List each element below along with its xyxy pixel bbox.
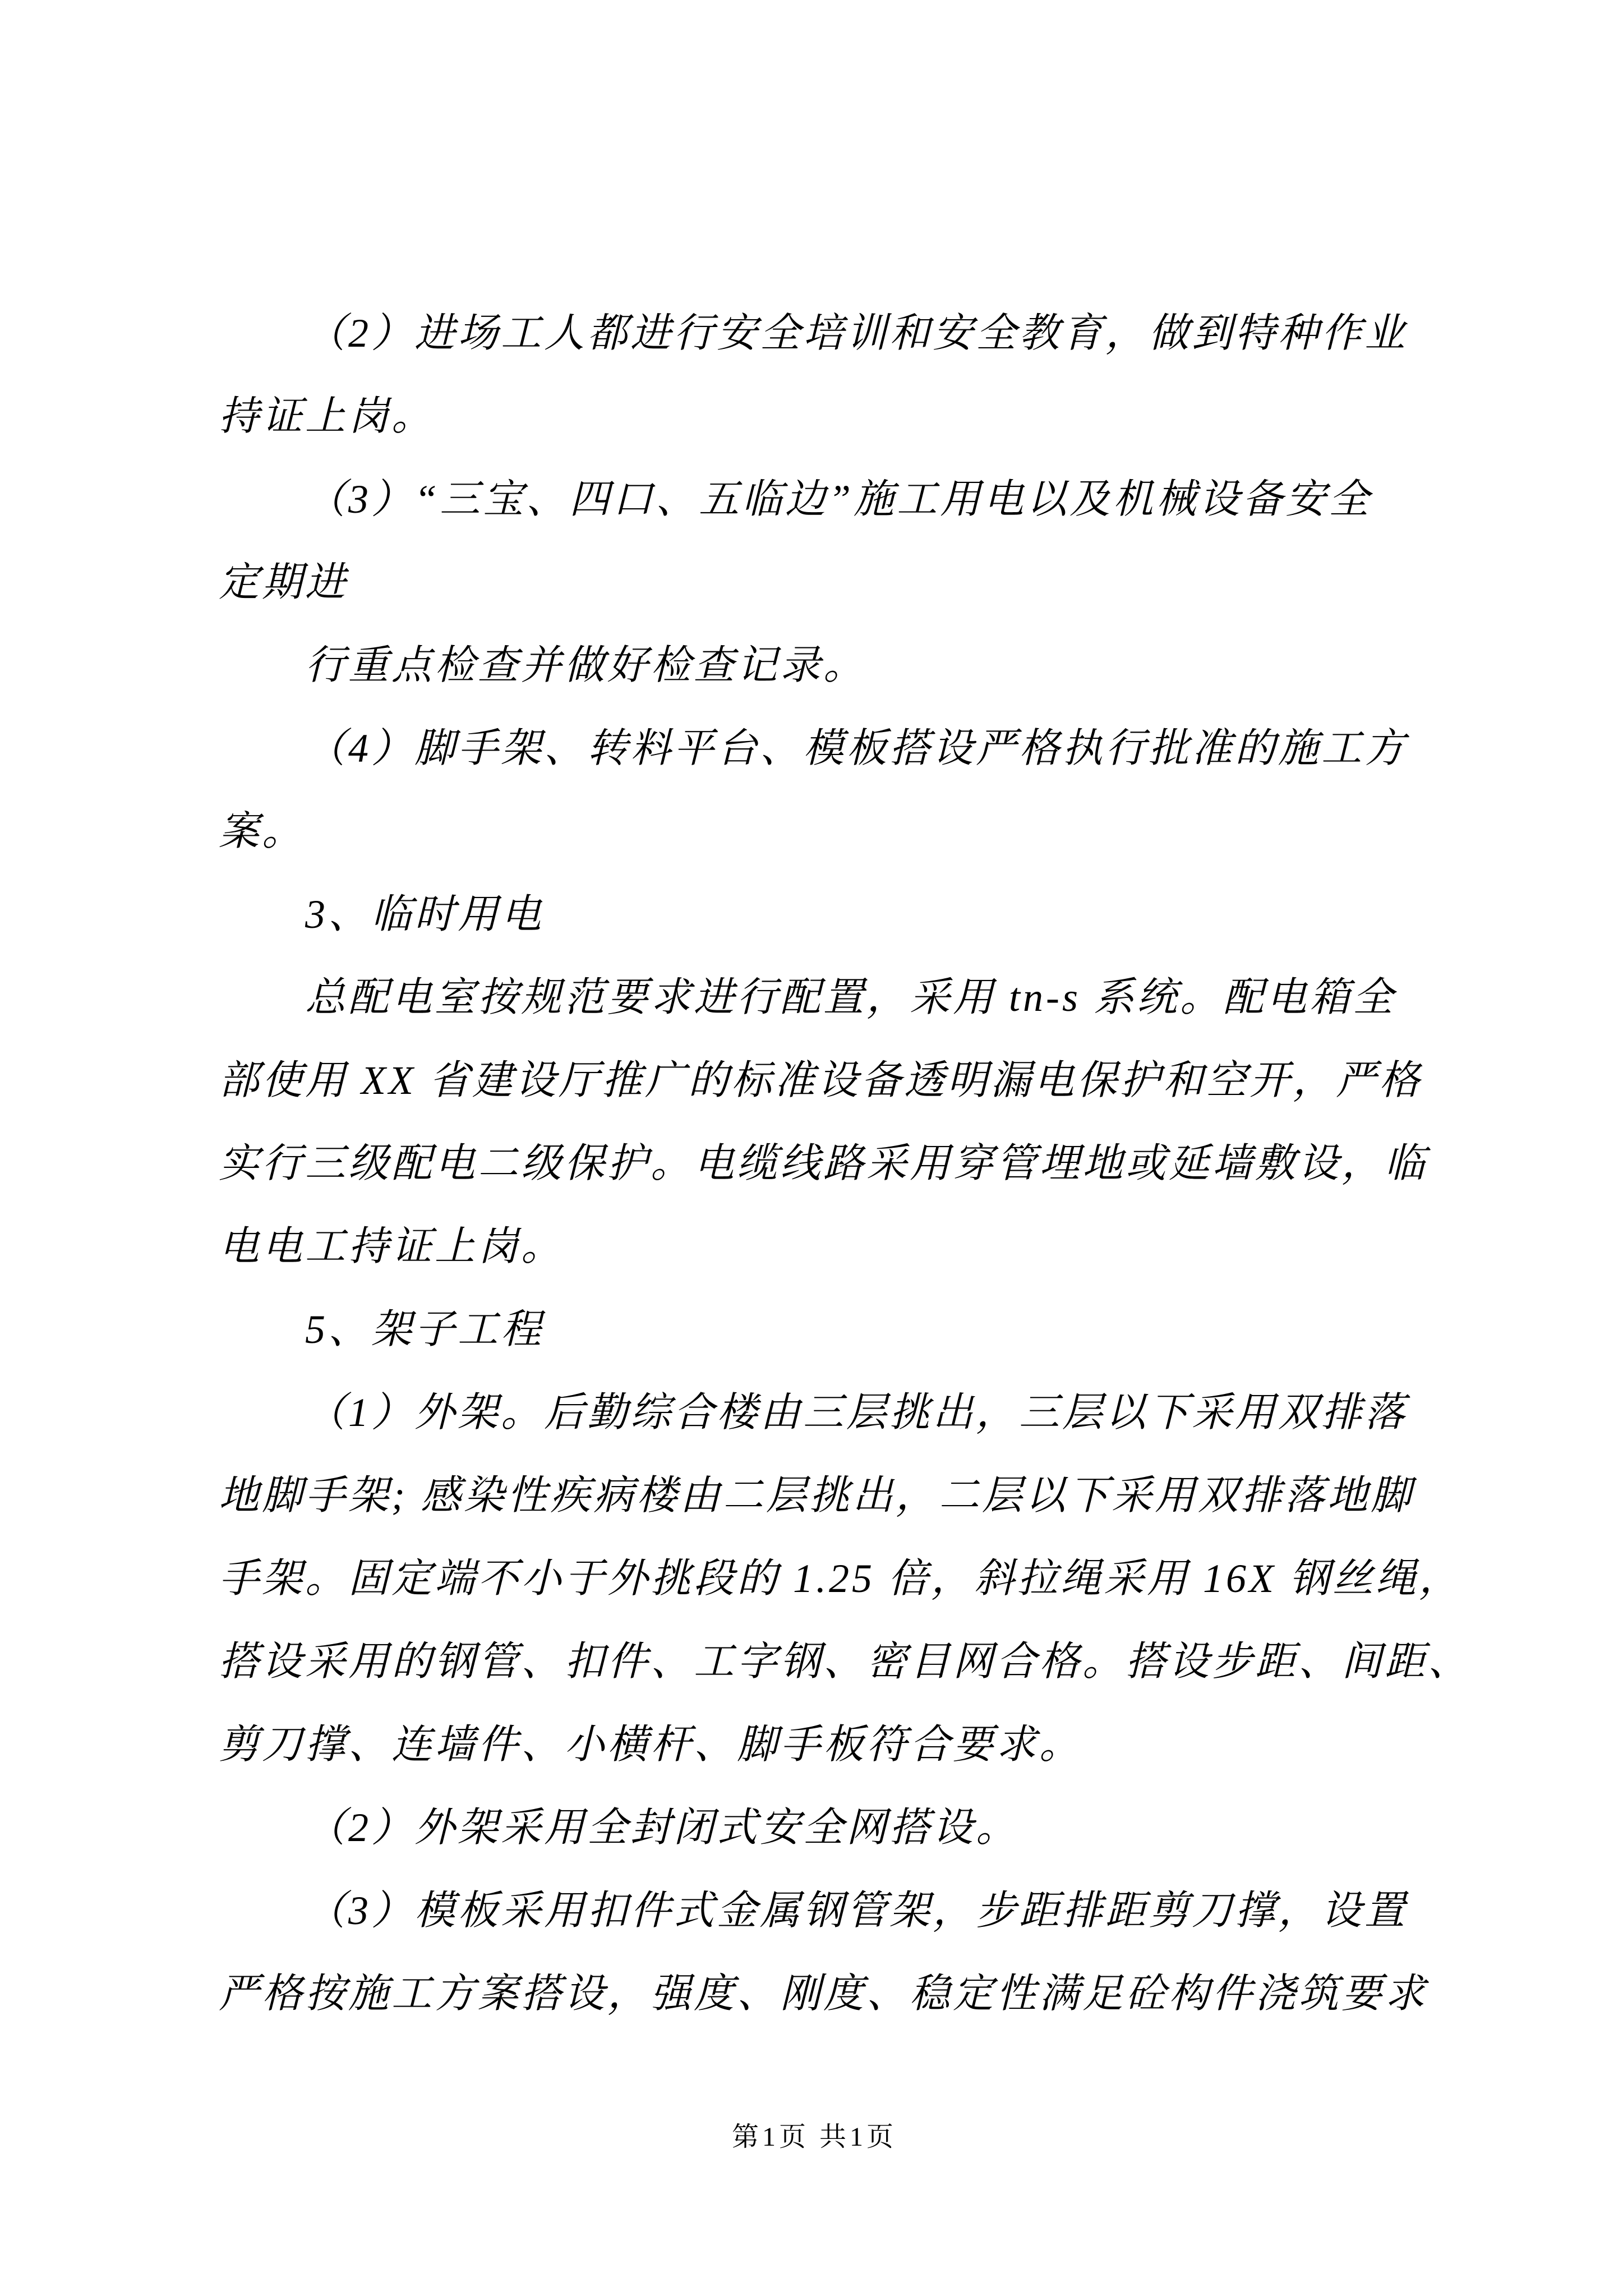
text-line: 持证上岗。 [219, 394, 435, 439]
text-line: （1）外架。后勤综合楼由三层挑出，三层以下采用双排落 [305, 1390, 1408, 1435]
text-line: 严格按施工方案搭设，强度、刚度、稳定性满足砼构件浇筑要求 [219, 1971, 1428, 2016]
text-line: （2）外架采用全封闭式安全网搭设。 [305, 1805, 1020, 1850]
text-line: 5、架子工程 [305, 1307, 545, 1352]
text-line: （3）模板采用扣件式金属钢管架，步距排距剪刀撑，设置 [305, 1888, 1408, 1933]
text-line: 剪刀撑、连墙件、小横杆、脚手板符合要求。 [219, 1722, 1083, 1767]
text-line: 总配电室按规范要求进行配置，采用 tn-s 系统。配电箱全 [305, 975, 1396, 1020]
text-line: 3、临时用电 [305, 892, 545, 937]
text-line: 行重点检查并做好检查记录。 [305, 643, 867, 688]
text-line: （4）脚手架、转料平台、模板搭设严格执行批准的施工方 [305, 726, 1408, 771]
text-line: 定期进 [219, 560, 349, 605]
text-line: 电电工持证上岗。 [219, 1224, 565, 1269]
text-line: （3）“三宝、四口、五临边”施工用电以及机械设备安全 [305, 477, 1372, 522]
page-number-label: 第1页 共1页 [731, 2122, 897, 2152]
page-footer [219, 2119, 1410, 2155]
text-line: 手架。固定端不小于外挑段的 1.25 倍，斜拉绳采用 16X 钢丝绳， [219, 1556, 1462, 1601]
document-body [219, 292, 1472, 2035]
text-line: 地脚手架; 感染性疾病楼由二层挑出，二层以下采用双排落地脚 [219, 1473, 1414, 1518]
text-line: 案。 [219, 809, 306, 854]
text-line: （2）进场工人都进行安全培训和安全教育，做到特种作业 [305, 311, 1408, 356]
text-line: 部使用 XX 省建设厅推广的标准设备透明漏电保护和空开，严格 [219, 1058, 1422, 1103]
text-line: 实行三级配电二级保护。电缆线路采用穿管埋地或延墙敷设，临 [219, 1141, 1428, 1186]
text-line: 搭设采用的钢管、扣件、工字钢、密目网合格。搭设步距、间距、 [219, 1639, 1472, 1684]
